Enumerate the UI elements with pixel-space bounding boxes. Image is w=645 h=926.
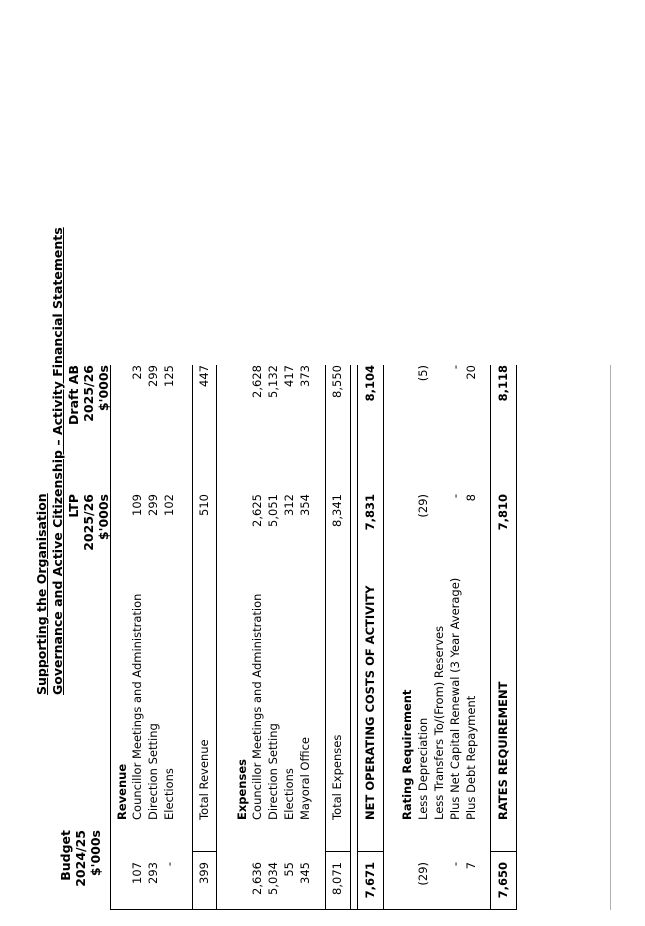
- expenses-row-3-budget: 55: [282, 862, 296, 877]
- rating-row-3-label: Plus Net Capital Renewal (3 Year Average): [448, 577, 462, 820]
- revenue-row-2-budget: 293: [146, 862, 160, 884]
- revenue-row-1-budget: 107: [130, 862, 144, 884]
- revenue-heading: Revenue: [115, 763, 129, 820]
- total-revenue-separator: [192, 851, 216, 852]
- total-revenue-ltp: 510: [197, 494, 211, 516]
- rates-requirement-draft: 8,118: [496, 365, 510, 402]
- total-expenses-top-rule: [325, 365, 326, 910]
- rating-row-2-label: Less Transfers To/(From) Reserves: [432, 625, 446, 820]
- rates-bottom-rule: [516, 365, 517, 910]
- expenses-row-4-budget: 345: [298, 862, 312, 884]
- ltp-column-header: [66, 494, 111, 574]
- expenses-heading: Expenses: [235, 759, 249, 820]
- expenses-row-3-ltp: 312: [282, 494, 296, 516]
- page-title: Supporting the Organisation: [34, 493, 49, 695]
- budget-header-unit: $'000s: [88, 830, 103, 877]
- expenses-row-1-ltp: 2,625: [250, 494, 264, 527]
- net-separator: [357, 851, 383, 852]
- page-subtitle: Governance and Active Citizenship – Activity Financial Statements: [50, 227, 65, 695]
- net-operating-label: NET OPERATING COSTS OF ACTIVITY: [363, 585, 377, 820]
- expenses-row-1-budget: 2,636: [250, 862, 264, 895]
- rating-row-4-budget: 7: [464, 862, 478, 870]
- net-operating-ltp: 7,831: [363, 494, 377, 531]
- rating-row-4-label: Plus Debt Repayment: [464, 695, 478, 820]
- rates-requirement-ltp: 7,810: [496, 494, 510, 531]
- rotated-statement: [30, 30, 630, 910]
- draft-header-label: Draft AB: [66, 365, 81, 425]
- rates-requirement-budget: 7,650: [496, 862, 510, 899]
- revenue-row-1-ltp: 109: [130, 494, 144, 516]
- net-operating-budget: 7,671: [363, 862, 377, 899]
- total-expenses-ltp: 8,341: [330, 494, 344, 527]
- ltp-header-year: 2025/26: [81, 494, 96, 551]
- total-expenses-draft: 8,550: [330, 365, 344, 398]
- expenses-row-1-label: Councillor Meetings and Administration: [250, 593, 264, 820]
- rating-row-3-draft: -: [448, 365, 462, 370]
- total-expenses-label: Total Expenses: [330, 734, 344, 820]
- revenue-row-3-ltp: 102: [162, 494, 176, 516]
- revenue-row-3-label: Elections: [162, 768, 176, 820]
- rating-row-1-draft: (5): [416, 365, 430, 382]
- header-rule: [110, 365, 111, 910]
- rating-row-1-ltp: (29): [416, 494, 430, 518]
- rates-top-rule: [490, 365, 491, 910]
- revenue-row-1-label: Councillor Meetings and Administration: [130, 593, 144, 820]
- expenses-row-3-label: Elections: [282, 768, 296, 820]
- net-operating-draft: 8,104: [363, 365, 377, 402]
- expenses-row-4-draft: 373: [298, 365, 312, 387]
- expenses-row-3-draft: 417: [282, 365, 296, 387]
- draft-column-header: [66, 365, 111, 445]
- left-edge-rule: [110, 909, 516, 910]
- expenses-row-4-label: Mayoral Office: [298, 736, 312, 820]
- expenses-row-4-ltp: 354: [298, 494, 312, 516]
- revenue-row-3-draft: 125: [162, 365, 176, 387]
- expenses-row-2-label: Direction Setting: [266, 723, 280, 820]
- budget-header-label: Budget: [58, 830, 73, 881]
- net-bottom-rule: [383, 365, 384, 910]
- expenses-row-2-budget: 5,034: [266, 862, 280, 895]
- ltp-header-label: LTP: [66, 494, 81, 518]
- revenue-row-2-ltp: 299: [146, 494, 160, 516]
- total-expenses-budget: 8,071: [330, 862, 344, 895]
- draft-header-unit: $'000s: [96, 365, 111, 412]
- budget-header-year: 2024/25: [73, 830, 88, 887]
- rating-row-1-budget: (29): [416, 862, 430, 886]
- footer-rule: [610, 365, 611, 910]
- draft-header-year: 2025/26: [81, 365, 96, 422]
- revenue-row-3-budget: -: [162, 862, 176, 867]
- rating-row-3-ltp: -: [448, 494, 462, 499]
- ltp-header-unit: $'000s: [96, 494, 111, 541]
- expenses-row-2-draft: 5,132: [266, 365, 280, 398]
- rating-row-1-label: Less Depreciation: [416, 717, 430, 820]
- budget-column-header: [58, 830, 103, 910]
- expenses-row-1-draft: 2,628: [250, 365, 264, 398]
- net-top-rule: [357, 365, 358, 910]
- total-revenue-budget: 399: [197, 862, 211, 884]
- rating-row-4-ltp: 8: [464, 494, 478, 502]
- total-revenue-bottom-rule: [216, 365, 217, 910]
- total-expenses-separator: [325, 851, 350, 852]
- rating-row-3-budget: -: [448, 862, 462, 867]
- total-revenue-top-rule: [192, 365, 193, 910]
- total-revenue-label: Total Revenue: [197, 739, 211, 820]
- total-expenses-bottom-rule: [350, 365, 351, 910]
- rates-requirement-label: RATES REQUIREMENT: [496, 681, 510, 820]
- rates-separator: [490, 851, 516, 852]
- revenue-row-2-draft: 299: [146, 365, 160, 387]
- revenue-row-1-draft: 23: [130, 365, 144, 380]
- page: [30, 30, 630, 910]
- rating-row-4-draft: 20: [464, 365, 478, 380]
- total-revenue-draft: 447: [197, 365, 211, 387]
- revenue-row-2-label: Direction Setting: [146, 723, 160, 820]
- expenses-row-2-ltp: 5,051: [266, 494, 280, 527]
- rating-heading: Rating Requirement: [400, 689, 414, 820]
